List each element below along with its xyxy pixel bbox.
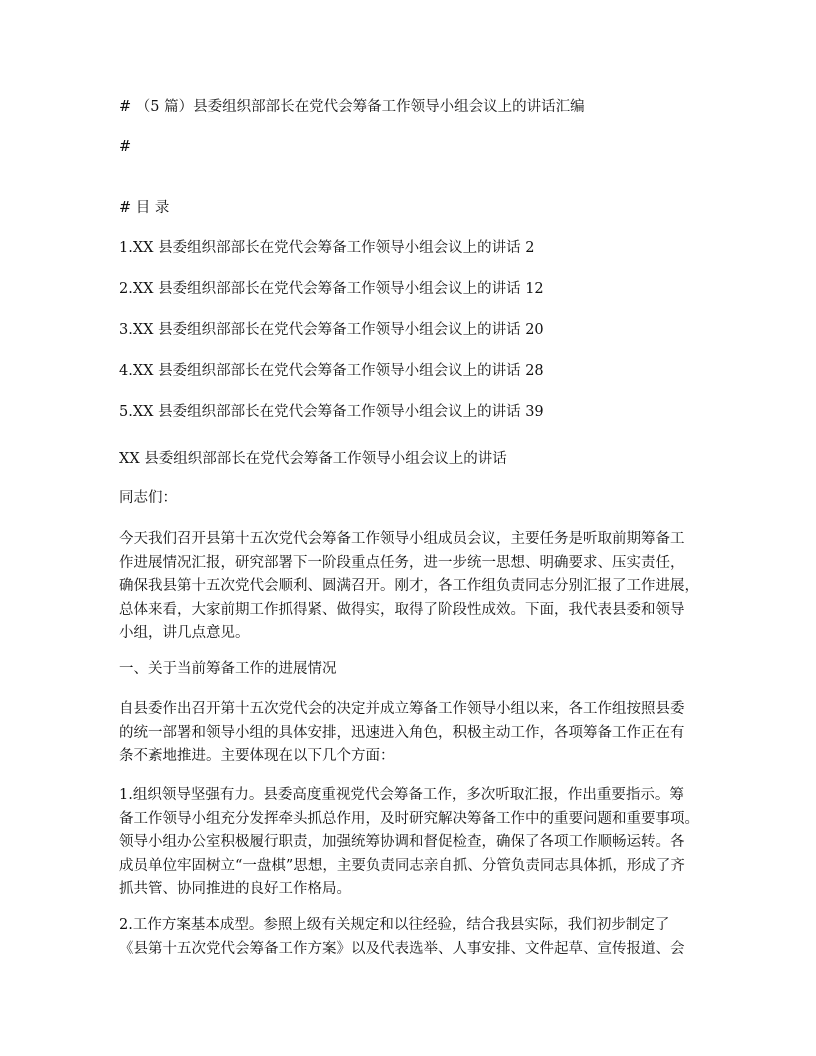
toc-item: 2.XX 县委组织部部长在党代会筹备工作领导小组会议上的讲话 12 <box>119 281 544 297</box>
paragraph-line: 自县委作出召开第十五次党代会的决定并成立筹备工作领导小组以来，各工作组按照县委 <box>119 701 685 717</box>
paragraph-line: 抓共管、协同推进的良好工作格局。 <box>119 881 351 897</box>
salutation: 同志们： <box>119 490 177 506</box>
paragraph-line: 条不紊地推进。主要体现在以下几个方面： <box>119 748 395 764</box>
point1-paragraph <box>119 784 709 902</box>
paragraph-line: 1.组织领导坚强有力。县委高度重视党代会筹备工作，多次听取汇报，作出重要指示。筹 <box>119 787 684 803</box>
paragraph-line: 备工作领导小组充分发挥牵头抓总作用，及时研究解决筹备工作中的重要问题和重要事项。 <box>119 810 699 827</box>
paragraph-line: 确保我县第十五次党代会顺利、圆满召开。刚才，各工作组负责同志分别汇报了工作进展， <box>119 578 699 594</box>
paragraph-line: 领导小组办公室积极履行职责，加强统筹协调和督促检查，确保了各项工作顺畅运转。各 <box>119 834 685 850</box>
paragraph-line: 作进展情况汇报，研究部署下一阶段重点任务，进一步统一思想、明确要求、压实责任， <box>119 554 685 571</box>
section1-heading: 一、关于当前筹备工作的进展情况 <box>119 661 337 677</box>
section1-intro-paragraph <box>119 698 709 769</box>
document-title: # （5 篇）县委组织部部长在党代会筹备工作领导小组会议上的讲话汇编 <box>119 99 585 115</box>
toc-heading: # 目 录 <box>119 200 170 216</box>
toc-item: 1.XX 县委组织部部长在党代会筹备工作领导小组会议上的讲话 2 <box>119 240 535 256</box>
hash-line: # <box>119 139 132 155</box>
toc-item: 5.XX 县委组织部部长在党代会筹备工作领导小组会议上的讲话 39 <box>119 404 544 420</box>
point2-paragraph <box>119 914 709 961</box>
toc-item: 3.XX 县委组织部部长在党代会筹备工作领导小组会议上的讲话 20 <box>119 322 544 338</box>
paragraph-line: 今天我们召开县第十五次党代会筹备工作领导小组成员会议，主要任务是听取前期筹备工 <box>119 531 685 547</box>
paragraph-line: 的统一部署和领导小组的具体安排，迅速进入角色，积极主动工作，各项筹备工作正在有 <box>119 724 685 741</box>
paragraph-line: 小组，讲几点意见。 <box>119 625 250 641</box>
paragraph-line: 成员单位牢固树立“一盘棋”思想，主要负责同志亲自抓、分管负责同志具体抓，形成了齐 <box>119 857 685 874</box>
paragraph-line: 总体来看，大家前期工作抓得紧、做得实，取得了阶段性成效。下面，我代表县委和领导 <box>119 601 685 618</box>
speech-title: XX 县委组织部部长在党代会筹备工作领导小组会议上的讲话 <box>119 451 507 467</box>
intro-paragraph <box>119 528 709 646</box>
paragraph-line: 《县第十五次党代会筹备工作方案》以及代表选举、人事安排、文件起草、宣传报道、会 <box>119 940 685 957</box>
paragraph-line: 2.工作方案基本成型。参照上级有关规定和以往经验，结合我县实际，我们初步制定了 <box>119 917 670 933</box>
toc-item: 4.XX 县委组织部部长在党代会筹备工作领导小组会议上的讲话 28 <box>119 363 544 379</box>
